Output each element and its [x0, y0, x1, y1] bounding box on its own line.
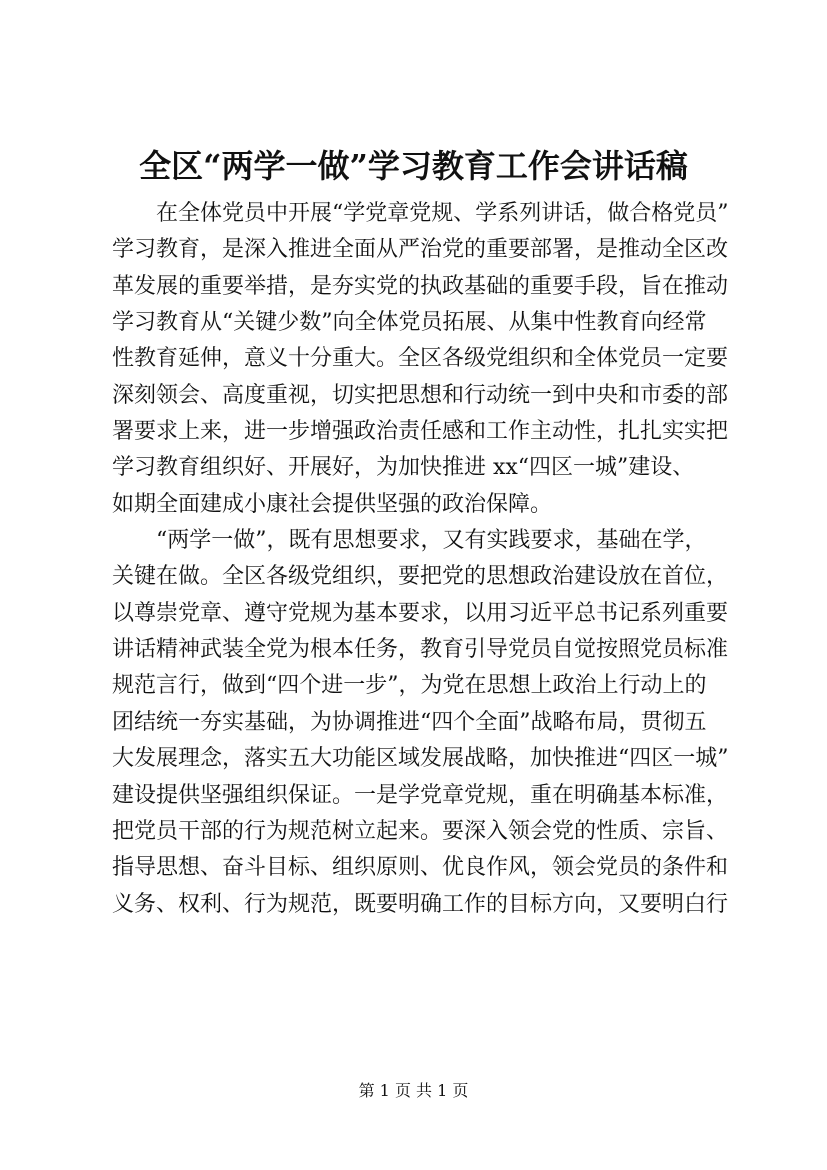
- paragraph-line: 规范言行，做到“四个进一步”，为党在思想上政治上行动上的: [112, 673, 707, 699]
- paragraph-line: 把党员干部的行为规范树立起来。要深入领会党的性质、宗旨、: [112, 818, 729, 844]
- paragraph-line: 性教育延伸，意义十分重大。全区各级党组织和全体党员一定要: [112, 346, 729, 372]
- paragraph-line: 团结统一夯实基础，为协调推进“四个全面”战略布局，贯彻五: [112, 709, 707, 735]
- paragraph-line: 如期全面建成小康社会提供坚强的政治保障。: [112, 491, 553, 517]
- document-title: 全区“两学一做”学习教育工作会讲话稿: [139, 147, 688, 185]
- paragraph-line: 指导思想、奋斗目标、组织原则、优良作风，领会党员的条件和: [112, 855, 729, 881]
- paragraph-line: 学习教育从“关键少数”向全体党员拓展、从集中性教育向经常: [112, 310, 707, 336]
- page-footer: 第 1 页 共 1 页: [358, 1081, 469, 1100]
- paragraph-line: 建设提供坚强组织保证。一是学党章党规，重在明确基本标准，: [112, 782, 729, 808]
- paragraph-line: 以尊崇党章、遵守党规为基本要求，以用习近平总书记系列重要: [112, 600, 729, 626]
- paragraph-line: 深刻领会、高度重视，切实把思想和行动统一到中央和市委的部: [112, 382, 729, 408]
- paragraph-line: “两学一做”，既有思想要求，又有实践要求，基础在学，: [156, 528, 707, 554]
- paragraph-line: 署要求上来，进一步增强政治责任感和工作主动性，扎扎实实把: [112, 419, 729, 445]
- paragraph-line: 在全体党员中开展“学党章党规、学系列讲话，做合格党员”: [156, 201, 729, 226]
- paragraph-line: 革发展的重要举措，是夯实党的执政基础的重要手段，旨在推动: [112, 273, 729, 299]
- paragraph-line: 学习教育，是深入推进全面从严治党的重要部署，是推动全区改: [112, 237, 729, 263]
- paragraph-line: 关键在做。全区各级党组织，要把党的思想政治建设放在首位，: [112, 564, 729, 590]
- paragraph-line: 学习教育组织好、开展好，为加快推进 xx“四区一城”建设、: [112, 455, 695, 481]
- paragraph-line: 讲话精神武装全党为根本任务，教育引导党员自觉按照党员标准: [112, 637, 729, 663]
- paragraph-line: 大发展理念，落实五大功能区域发展战略，加快推进“四区一城”: [112, 746, 729, 772]
- document-body: [112, 196, 752, 923]
- paragraph-line: 义务、权利、行为规范，既要明确工作的目标方向，又要明白行: [112, 891, 729, 917]
